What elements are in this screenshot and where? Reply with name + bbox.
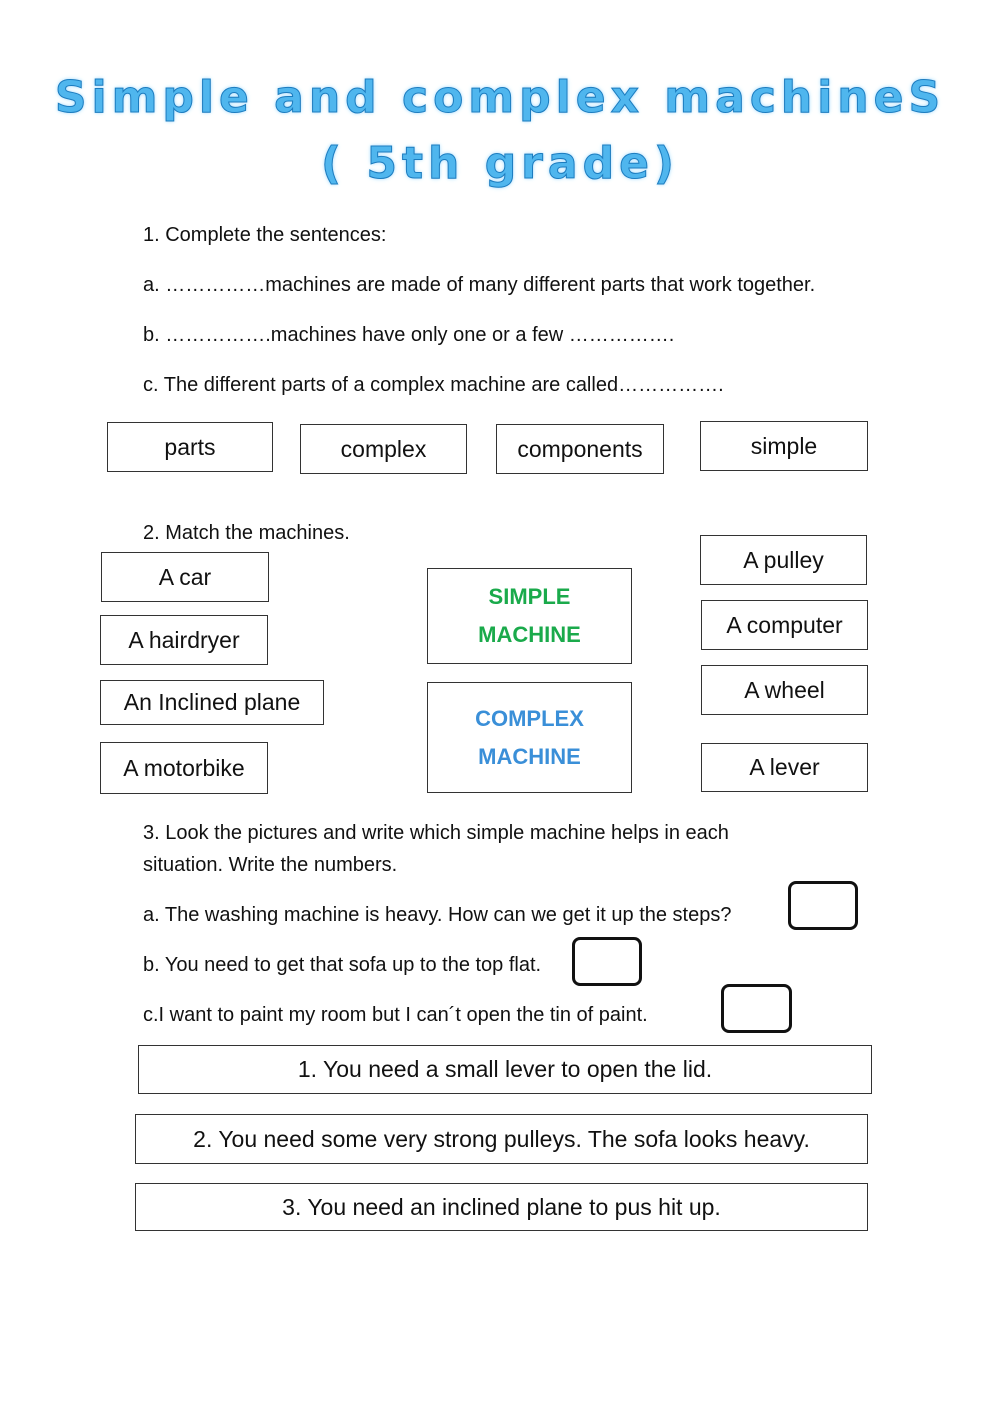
match-item-lever[interactable]: A lever [701, 743, 868, 792]
match-item-computer[interactable]: A computer [701, 600, 868, 650]
exercise1-heading: 1. Complete the sentences: [143, 224, 387, 246]
match-item-pulley[interactable]: A pulley [700, 535, 867, 585]
word-bank-simple[interactable]: simple [700, 421, 868, 471]
match-item-inclined-plane[interactable]: An Inclined plane [100, 680, 324, 725]
exercise3-question-c: c.I want to paint my room but I can´t open the tin of paint. [143, 1004, 648, 1026]
match-item-motorbike[interactable]: A motorbike [100, 742, 268, 794]
match-item-wheel[interactable]: A wheel [701, 665, 868, 715]
answer-box-a[interactable] [788, 881, 858, 930]
match-item-hairdryer[interactable]: A hairdryer [100, 615, 268, 665]
category-complex-line1: COMPLEX [475, 705, 584, 731]
match-item-car[interactable]: A car [101, 552, 269, 602]
category-simple-machine[interactable] [427, 568, 632, 664]
category-simple-line1: SIMPLE [488, 584, 571, 609]
exercise3-heading-line1: 3. Look the pictures and write which simple machine helps in each [143, 822, 729, 844]
answer-option-2[interactable]: 2. You need some very strong pulleys. The sofa looks heavy. [135, 1114, 868, 1164]
exercise3-question-a: a. The washing machine is heavy. How can we get it up the steps? [143, 904, 732, 926]
worksheet-title: Simple and complex machineS [54, 72, 946, 123]
category-complex-machine[interactable] [427, 682, 632, 793]
category-complex-line2: MACHINE [478, 743, 581, 769]
exercise1-sentence-a: a. ……………machines are made of many different parts that work together. [143, 274, 816, 296]
exercise1-sentence-b: b. …………….machines have only one or a few ……………. [143, 324, 675, 346]
word-bank-complex[interactable]: complex [300, 424, 467, 474]
answer-option-1[interactable]: 1. You need a small lever to open the lid. [138, 1045, 872, 1094]
exercise2-heading: 2. Match the machines. [143, 522, 350, 544]
answer-box-b[interactable] [572, 937, 642, 986]
exercise3-question-b: b. You need to get that sofa up to the top flat. [143, 954, 542, 976]
answer-box-c[interactable] [721, 984, 792, 1033]
exercise3-heading-line2: situation. Write the numbers. [143, 854, 398, 876]
word-bank-parts[interactable]: parts [107, 422, 273, 472]
word-bank-components[interactable]: components [496, 424, 664, 474]
answer-option-3[interactable]: 3. You need an inclined plane to pus hit up. [135, 1183, 868, 1231]
category-simple-line2: MACHINE [478, 622, 581, 647]
worksheet-subtitle: ( 5th grade) [320, 138, 680, 189]
exercise1-sentence-c: c. The different parts of a complex machine are called……………. [143, 374, 724, 396]
